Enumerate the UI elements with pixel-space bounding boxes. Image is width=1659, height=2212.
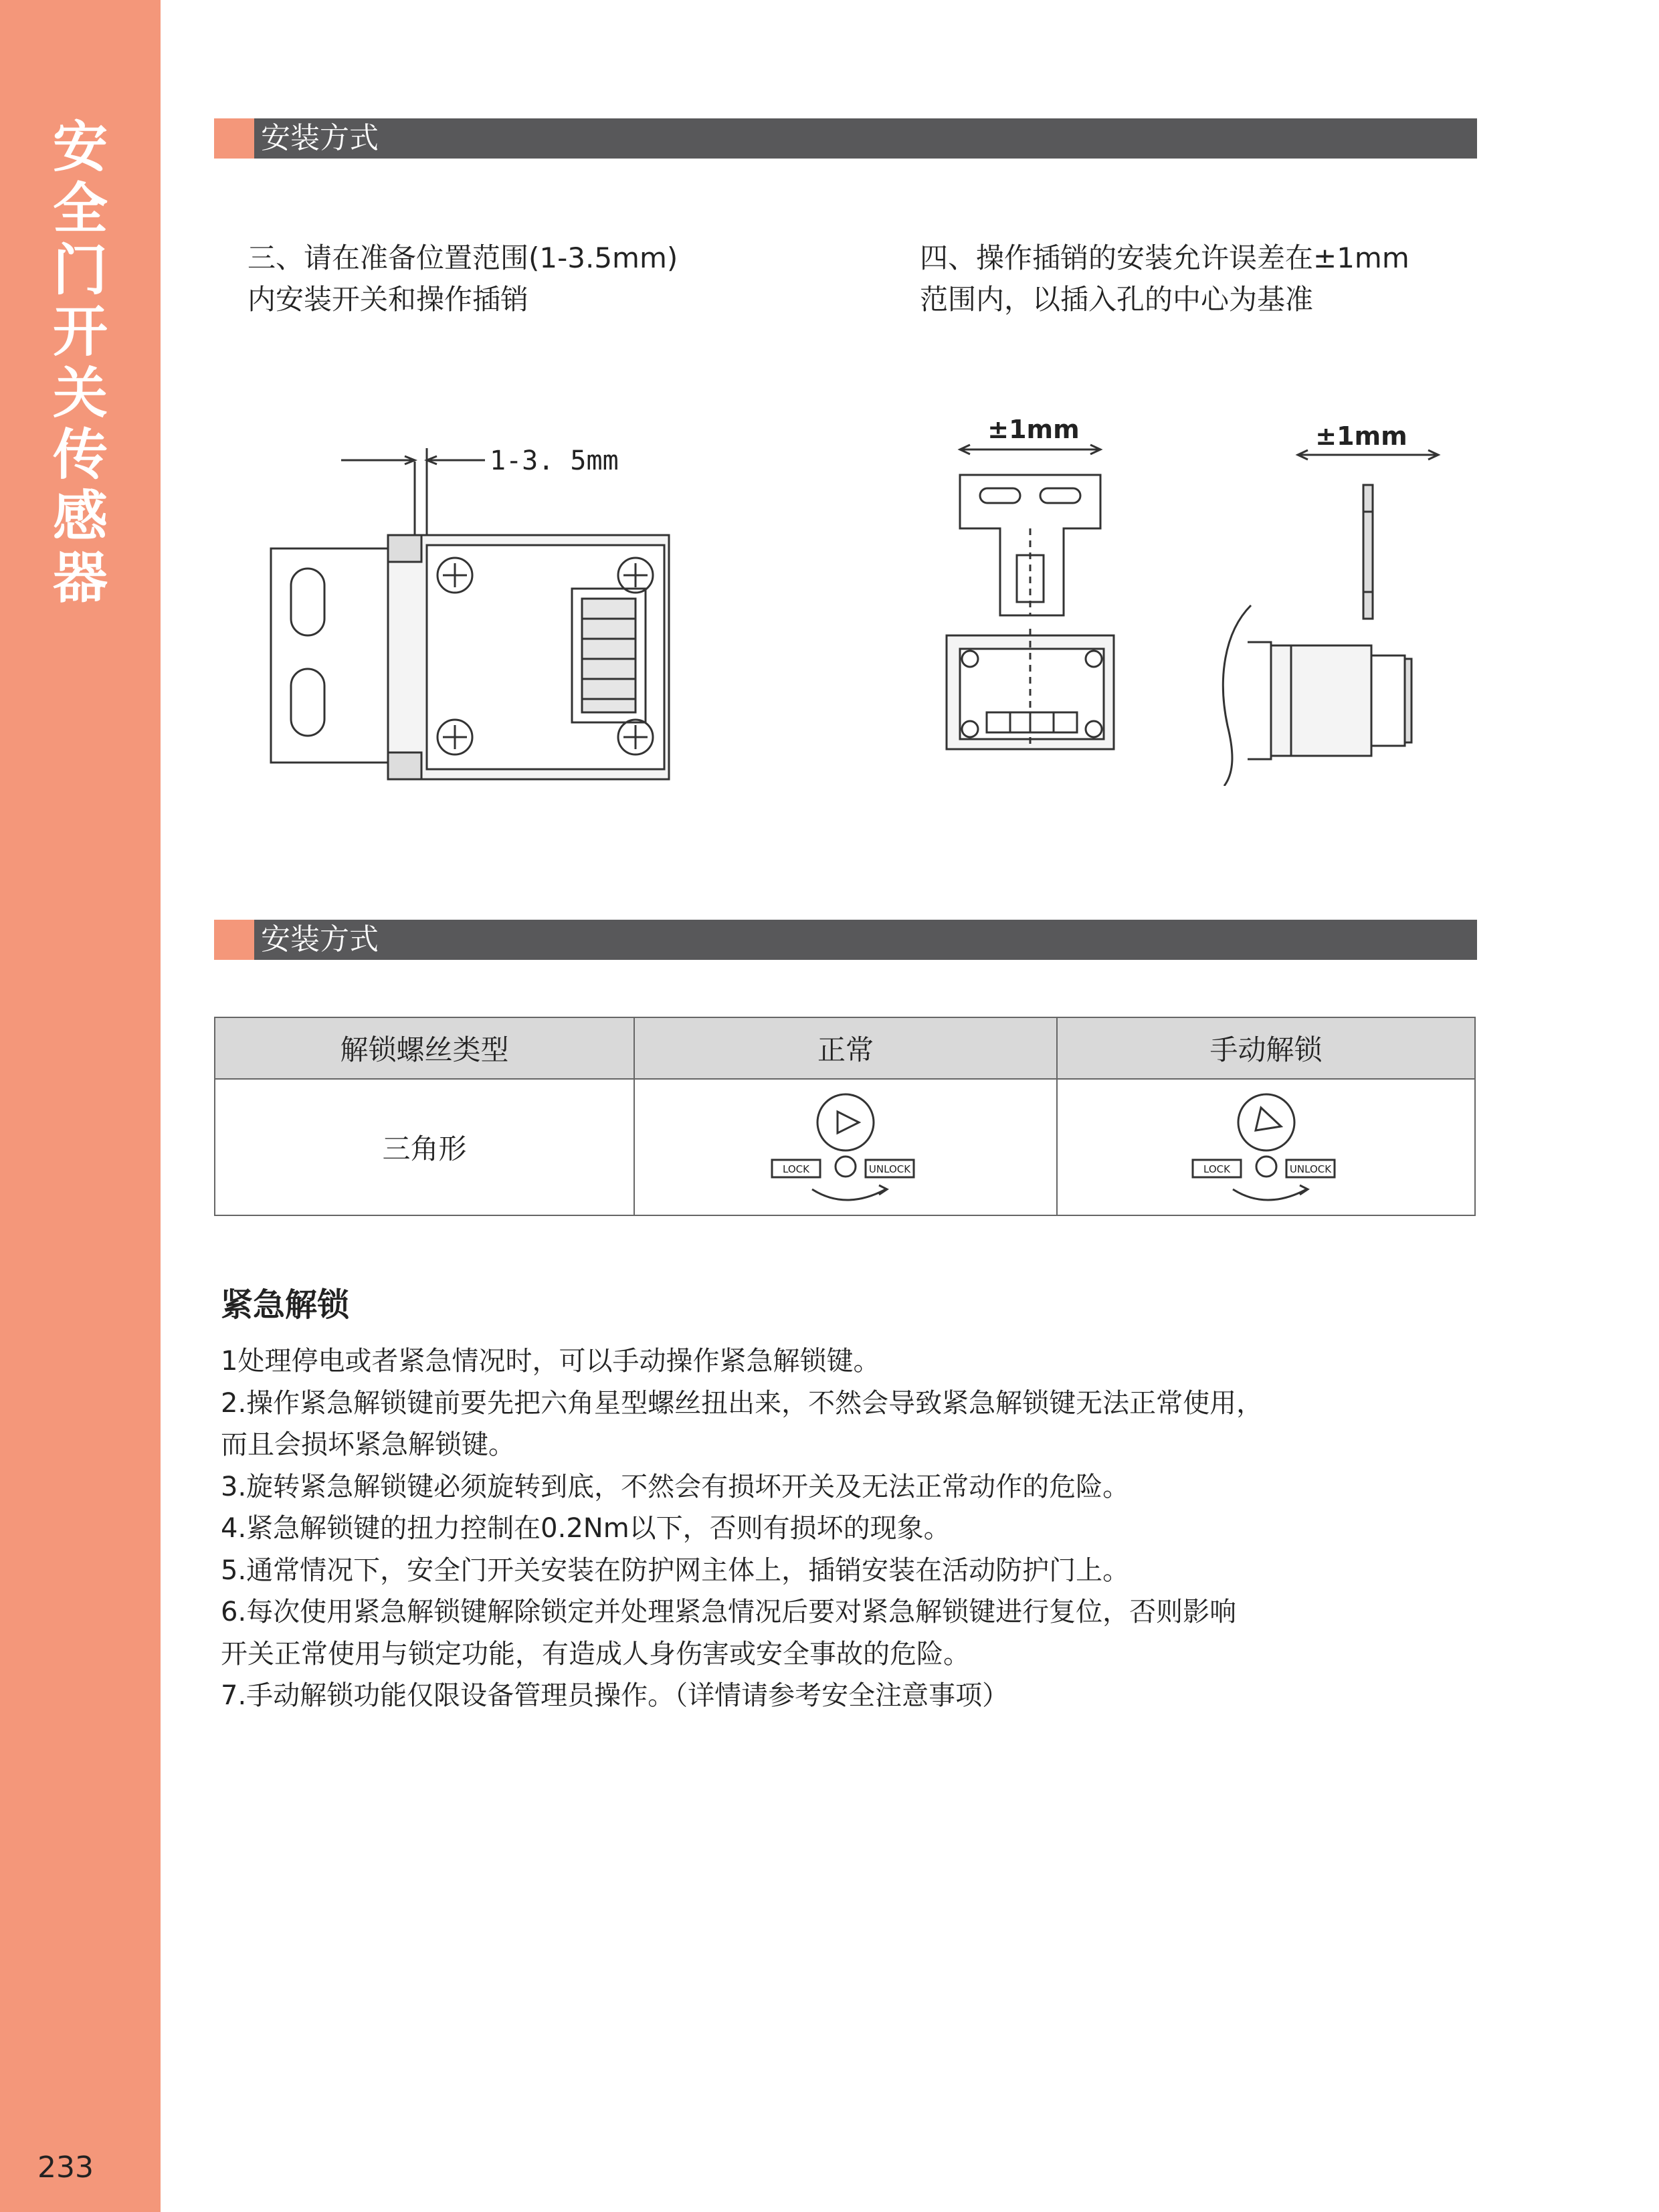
section-header-accent: [214, 118, 254, 159]
emergency-line: 6.每次使用紧急解锁键解除锁定并处理紧急情况后要对紧急解锁键进行复位，否则影响: [221, 1597, 1237, 1627]
lock-label: LOCK: [1203, 1163, 1230, 1175]
unlock-knob-normal-icon: [765, 1084, 926, 1204]
unlock-label: UNLOCK: [868, 1163, 911, 1175]
switch-gap-diagram: [254, 428, 696, 803]
figure-left-caption-line1: 三、请在准备位置范围(1-3.5mm): [248, 241, 678, 274]
emergency-line: 而且会损坏紧急解锁键。: [221, 1429, 515, 1460]
actuator-side-diagram: [1211, 411, 1452, 786]
section-header-label: 安装方式: [261, 922, 379, 957]
emergency-unlock-body: [221, 1340, 1425, 1717]
emergency-line: 3.旋转紧急解锁键必须旋转到底，不然会有损坏开关及无法正常动作的危险。: [221, 1471, 1130, 1502]
table-header-manual: 手动解锁: [1057, 1017, 1475, 1079]
lock-label: LOCK: [783, 1163, 809, 1175]
emergency-line: 7.手动解锁功能仅限设备管理员操作。（详情请参考安全注意事项）: [221, 1680, 1009, 1711]
section-header-label: 安装方式: [261, 121, 379, 155]
table-cell-normal: [634, 1079, 1057, 1215]
figure-right-caption-line1: 四、操作插销的安装允许误差在±1mm: [920, 241, 1409, 274]
emergency-line: 5.通常情况下，安全门开关安装在防护网主体上，插销安装在活动防护门上。: [221, 1554, 1130, 1586]
section-header-installation: [214, 118, 1477, 159]
figure-right-caption-line2: 范围内，以插入孔的中心为基准: [920, 283, 1314, 316]
emergency-line: 2.操作紧急解锁键前要先把六角星型螺丝扭出来，不然会导致紧急解锁键无法正常使用，: [221, 1387, 1264, 1419]
table-header-row: [215, 1017, 1475, 1079]
emergency-unlock-title: 紧急解锁: [221, 1286, 350, 1324]
figure-right-caption: [920, 237, 1409, 320]
emergency-line: 4.紧急解锁键的扭力控制在0.2Nm以下，否则有损坏的现象。: [221, 1513, 951, 1544]
unlock-screw-table: [214, 1017, 1476, 1216]
sidebar: [0, 0, 161, 2212]
unlock-knob-manual-icon: [1186, 1084, 1347, 1204]
page-number: 233: [37, 2150, 94, 2185]
actuator-front-diagram: [943, 408, 1124, 756]
figure-left-caption: [248, 237, 678, 320]
table-cell-type: 三角形: [215, 1079, 634, 1215]
table-cell-manual: [1057, 1079, 1475, 1215]
table-header-normal: 正常: [634, 1017, 1057, 1079]
gap-dimension-label: 1-3. 5mm: [490, 445, 619, 476]
emergency-line: 1处理停电或者紧急情况时，可以手动操作紧急解锁键。: [221, 1346, 880, 1377]
unlock-label: UNLOCK: [1289, 1163, 1331, 1175]
tolerance-label-front: ±1mm: [987, 415, 1080, 444]
table-header-type: 解锁螺丝类型: [215, 1017, 634, 1079]
section-header-unlock: [214, 920, 1477, 960]
emergency-line: 开关正常使用与锁定功能，有造成人身伤害或安全事故的危险。: [221, 1638, 970, 1670]
sidebar-title: 安全门开关传感器: [52, 116, 108, 610]
figure-left-caption-line2: 内安装开关和操作插销: [248, 283, 529, 316]
table-row: [215, 1079, 1475, 1215]
tolerance-label-side: ±1mm: [1315, 421, 1407, 451]
section-header-accent: [214, 920, 254, 960]
